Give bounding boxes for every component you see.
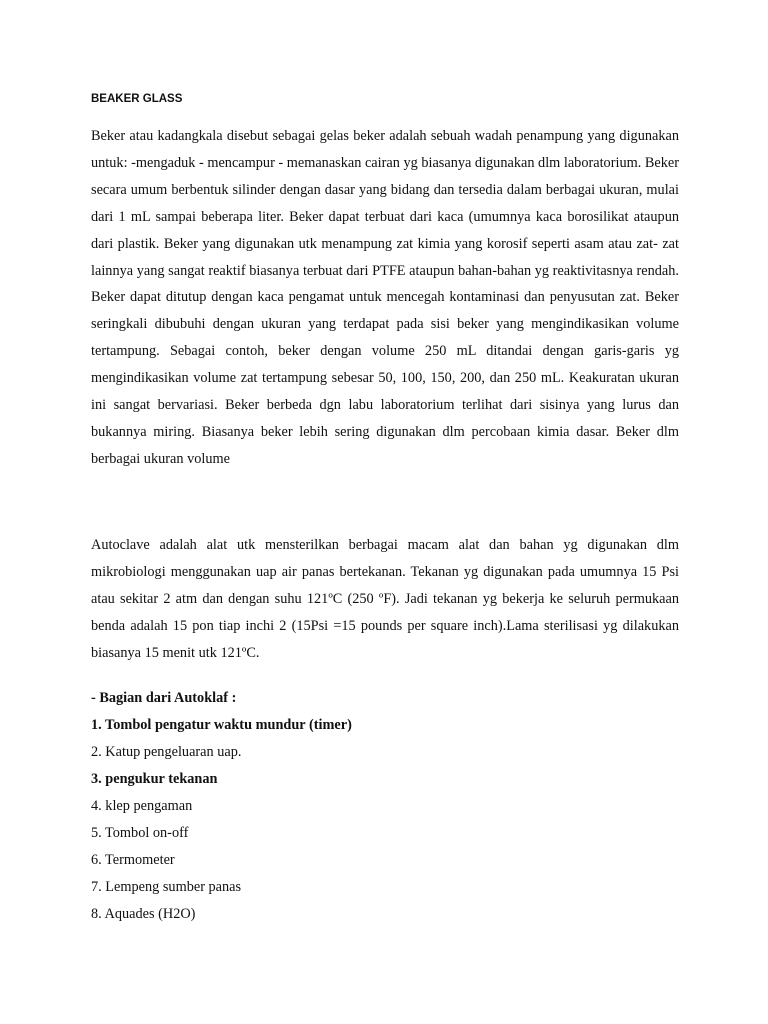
list-item: 6. Termometer — [91, 852, 175, 868]
list-item: 2. Katup pengeluaran uap. — [91, 744, 242, 760]
paragraph-autoclave: Autoclave adalah alat utk mensterilkan berbagai macam alat dan bahan yg digunakan dlm mikrobiologi menggunakan uap air panas bertekanan. Tekanan yg digunakan pada umumnya 15 Psi atau sekitar 2 atm dan dengan suhu 121ºC (250 ºF). Jadi tekanan yg bekerja ke seluruh permukaan benda adalah 15 pon tiap inchi 2 (15Psi =15 pounds per square inch).Lama sterilisasi yg dilakukan biasanya 15 menit utk 121ºC. — [91, 537, 679, 661]
list-item: 1. Tombol pengatur waktu mundur (timer) — [91, 717, 352, 733]
list-item: 4. klep pengaman — [91, 798, 193, 814]
list-item: - Bagian dari Autoklaf : — [91, 690, 237, 706]
document-heading: BEAKER GLASS — [91, 93, 183, 105]
list-item: 5. Tombol on-off — [91, 825, 189, 841]
list-item: 7. Lempeng sumber panas — [91, 879, 242, 895]
list-item: 3. pengukur tekanan — [91, 771, 218, 787]
list-item: 8. Aquades (H2O) — [91, 906, 196, 922]
paragraph-beaker: Beker atau kadangkala disebut sebagai gelas beker adalah sebuah wadah penampung yang digunakan untuk: -mengaduk - mencampur - memanaskan cairan yg biasanya digunakan dlm laboratorium. Beker secara umum berbentuk silinder dengan dasar yang bidang dan tersedia dalam berbagai ukuran, mulai dari 1 mL sampai beberapa liter. Beker dapat terbuat dari kaca (umumnya kaca borosilikat ataupun dari plastik. Beker yang digunakan utk menampung zat kimia yang korosif seperti asam atau zat- zat lainnya yang sangat reaktif biasanya terbuat dari PTFE ataupun bahan-bahan yg reaktivitasnya rendah. Beker dapat ditutup dengan kaca pengamat untuk mencegah kontaminasi dan penyusutan zat. Beker seringkali dibubuhi dengan ukuran yang terdapat pada sisi beker yang mengindikasikan volume tertampung. Sebagai contoh, beker dengan volume 250 mL ditandai dengan garis-garis yg mengindikasikan volume zat tertampung sebesar 50, 100, 150, 200, dan 250 mL. Keakuratan ukuran ini sangat bervariasi. Beker berbeda dgn labu laboratorium terlihat dari sisinya yang lurus dan bukannya miring. Biasanya beker lebih sering digunakan dlm percobaan kimia dasar. Beker dlm berbagai ukuran volume — [91, 128, 679, 467]
autoclave-parts-list — [91, 685, 679, 928]
